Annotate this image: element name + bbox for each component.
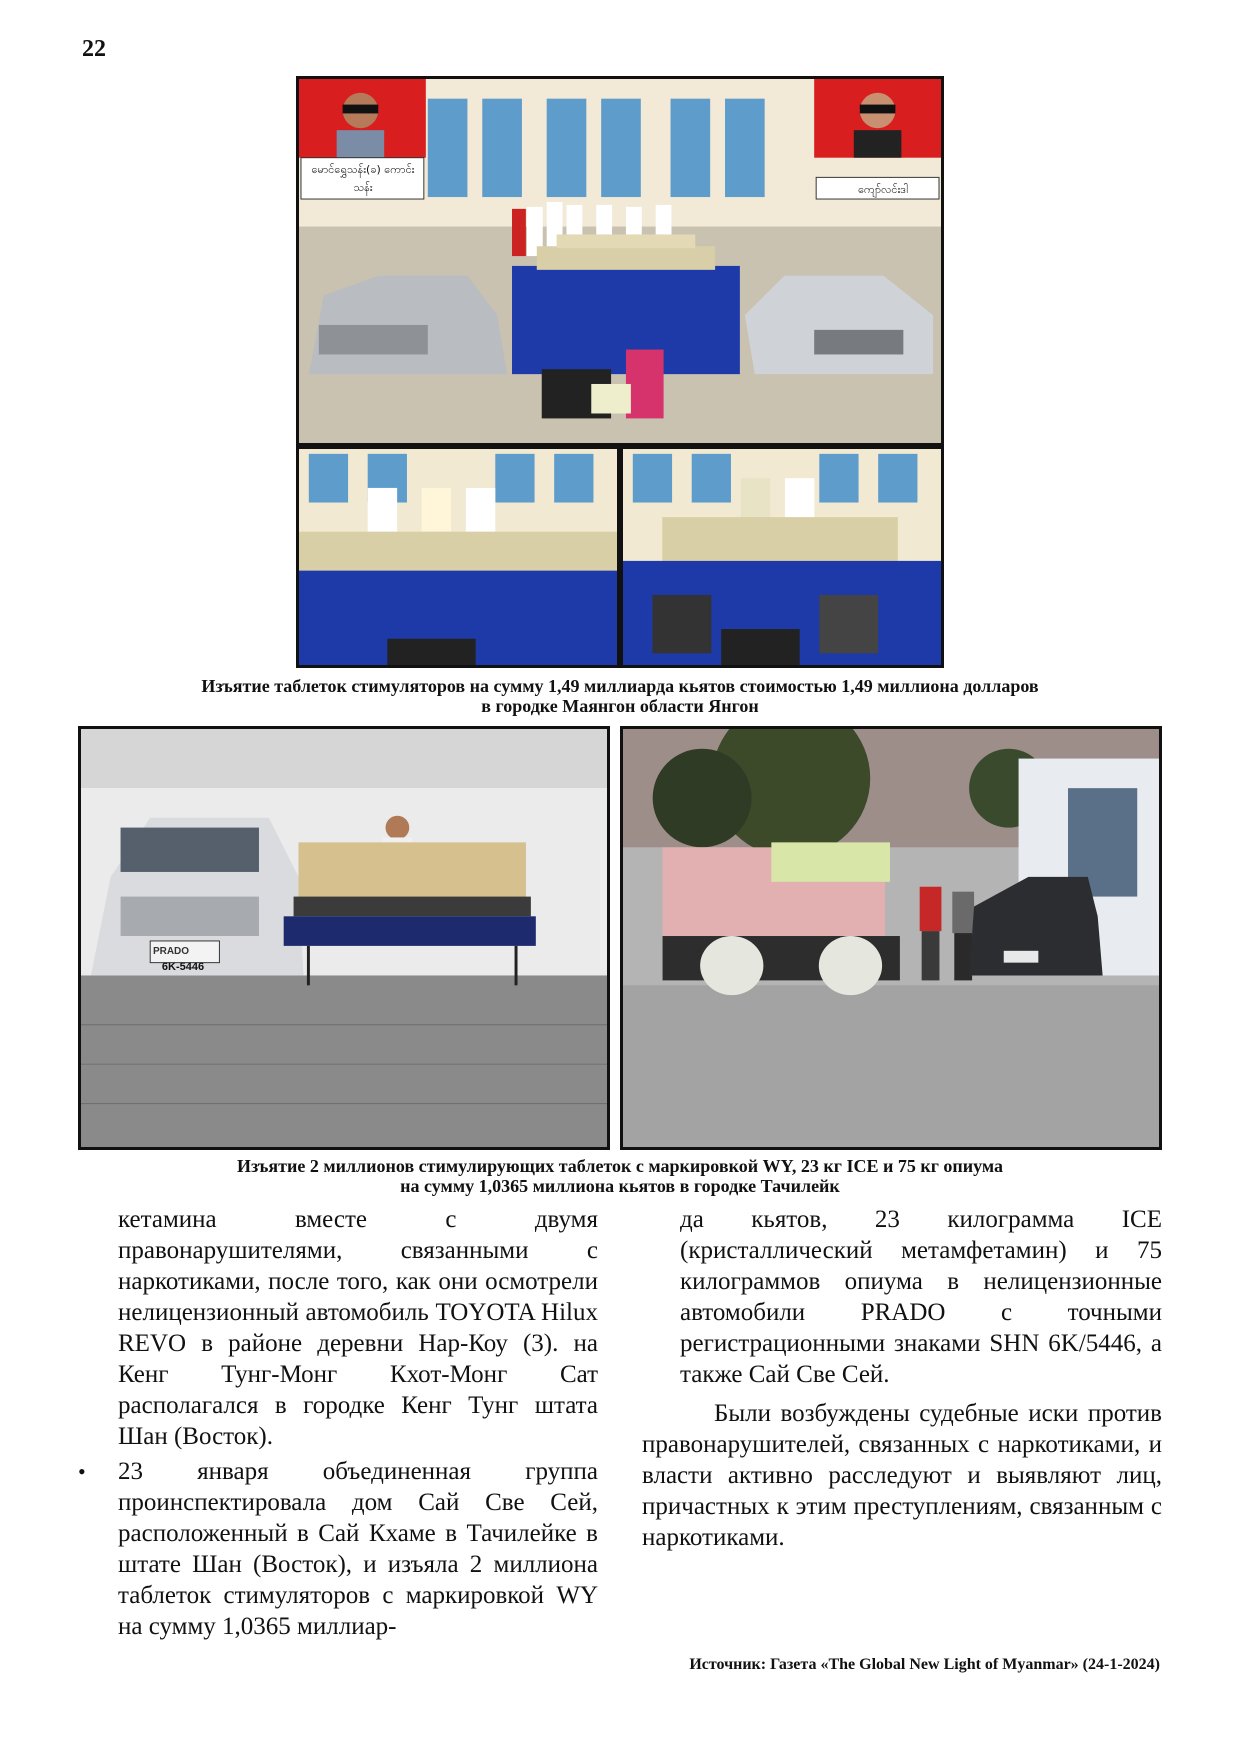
photo-seizure-mayangon [296,76,944,446]
caption-tachileik [80,1156,1160,1196]
article-left-column [78,1204,598,1642]
portrait-label-left: မောင်ရွှေသန်း(ခ) ကောင်းသန်း [311,163,415,194]
article-right-paragraph-1: да кьятов, 23 килограмма ICE (кристаллический метамфетамин) и 75 килограммов опиума в нелицензионные автомобили PRADO с точными регистрационными знаками SHN 6K/5446, а также Сай Све Сей. [680,1206,1162,1388]
portrait-label-right: ကျော်လင်းဒါ [858,183,908,196]
photo-seizure-prado [78,726,610,1150]
caption-tachileik-line-2: на сумму 1,0365 миллиона кьятов в городке Тачилейк [400,1176,840,1196]
caption-mayangon [80,676,1160,716]
article-left-paragraph-1: кетамина вместе с двумя правонарушителями, связанными с наркотиками, после того, как они осмотрели нелицензионный автомобиль TOYOTA Hilux REVO в районе деревни Нар-Коу (3). на Кенг Тунг-Монг Кхот-Монг Сат располагался в городке Кенг Тунг штата Шан (Восток). [118,1206,598,1450]
article-right-column [642,1204,1162,1553]
bullet-marker: • [78,1459,86,1484]
photo-seizure-tachileik [620,726,1162,1150]
caption-mayangon-line-1: Изъятие таблеток стимуляторов на сумму 1,49 миллиарда кьятов стоимостью 1,49 миллиона долларов [201,676,1039,696]
article-left-paragraph-2: 23 января объединенная группа проинспектировала дом Сай Све Сей, расположенный в Сай Кхаме в Тачилейке в штате Шан (Восток), и изъяла 2 миллиона таблеток стимуляторов с маркировкой WY на сумму 1,0365 миллиар- [118,1458,598,1640]
prado-license-plate: 6K-5446 [161,961,205,973]
article-bullet-item [78,1456,598,1642]
prado-badge: PRADO [152,946,190,957]
caption-mayangon-line-2: в городке Маянгон области Янгон [481,696,759,716]
photo-seizure-mayangon-bottom-left [296,446,620,668]
source-citation: Источник: Газета «The Global New Light of Myanmar» (24-1-2024) [689,1656,1160,1673]
page-number: 22 [82,36,106,62]
caption-tachileik-line-1: Изъятие 2 миллионов стимулирующих таблеток с маркировкой WY, 23 кг ICE и 75 кг опиума [236,1156,1004,1176]
photo-seizure-mayangon-bottom-right [620,446,944,668]
article-right-paragraph-2: Были возбуждены судебные иски против правонарушителей, связанных с наркотиками, и власти активно расследуют и выявляют лиц, причастных к этим преступлениям, связанным с наркотиками. [642,1400,1162,1551]
